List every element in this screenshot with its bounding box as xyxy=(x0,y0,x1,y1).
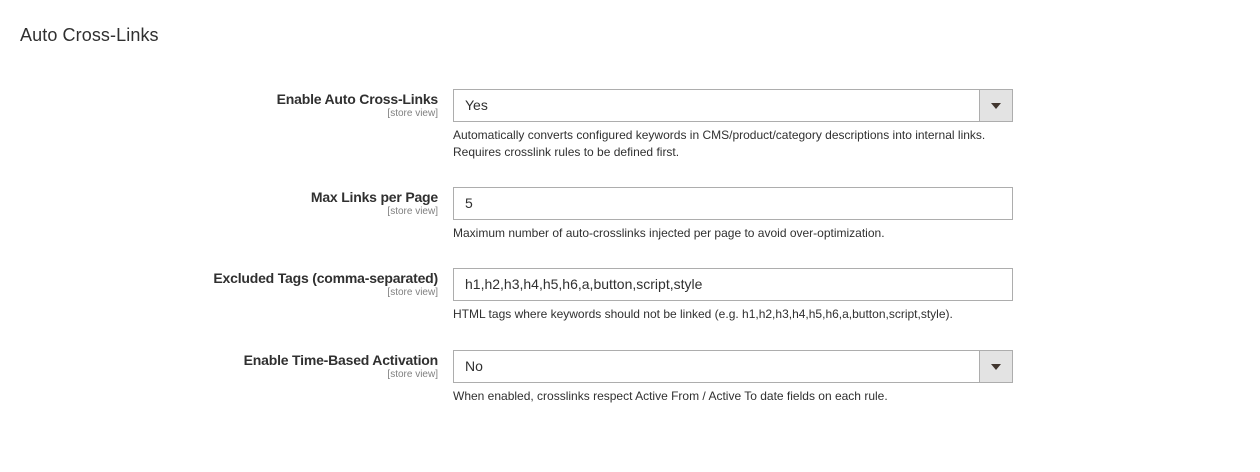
field-label: Max Links per Page xyxy=(310,189,438,205)
field-label: Excluded Tags (comma-separated) xyxy=(213,270,438,286)
field-label-group xyxy=(38,269,438,299)
section-title: Auto Cross-Links xyxy=(20,25,159,45)
field-note: Automatically converts configured keywords in CMS/product/category descriptions into internal links. Requires crosslink rules to be defined first. xyxy=(453,128,986,159)
field-note: HTML tags where keywords should not be linked (e.g. h1,h2,h3,h4,h5,h6,a,button,script,style). xyxy=(453,307,953,321)
excluded-tags-input[interactable]: h1,h2,h3,h4,h5,h6,a,button,script,style xyxy=(453,268,1013,301)
field-label: Enable Auto Cross-Links xyxy=(276,91,438,107)
select-value: No xyxy=(465,358,483,374)
field-note: Maximum number of auto-crosslinks injected per page to avoid over-optimization. xyxy=(453,226,885,240)
scope-label: [store view] xyxy=(387,206,438,217)
select-value: Yes xyxy=(465,97,488,113)
field-label-group xyxy=(38,90,438,120)
scope-label: [store view] xyxy=(387,369,438,380)
chevron-down-icon xyxy=(991,103,1001,109)
max-links-input[interactable]: 5 xyxy=(453,187,1013,220)
field-label: Enable Time-Based Activation xyxy=(243,352,438,368)
enable-auto-crosslinks-select[interactable] xyxy=(453,89,1013,122)
dropdown-toggle[interactable] xyxy=(979,351,1012,382)
field-label-group xyxy=(38,351,438,381)
field-note: When enabled, crosslinks respect Active From / Active To date fields on each rule. xyxy=(453,389,888,403)
scope-label: [store view] xyxy=(387,287,438,298)
field-label-group xyxy=(38,188,438,218)
dropdown-toggle[interactable] xyxy=(979,90,1012,121)
scope-label: [store view] xyxy=(387,108,438,119)
time-based-activation-select[interactable] xyxy=(453,350,1013,383)
chevron-down-icon xyxy=(991,364,1001,370)
